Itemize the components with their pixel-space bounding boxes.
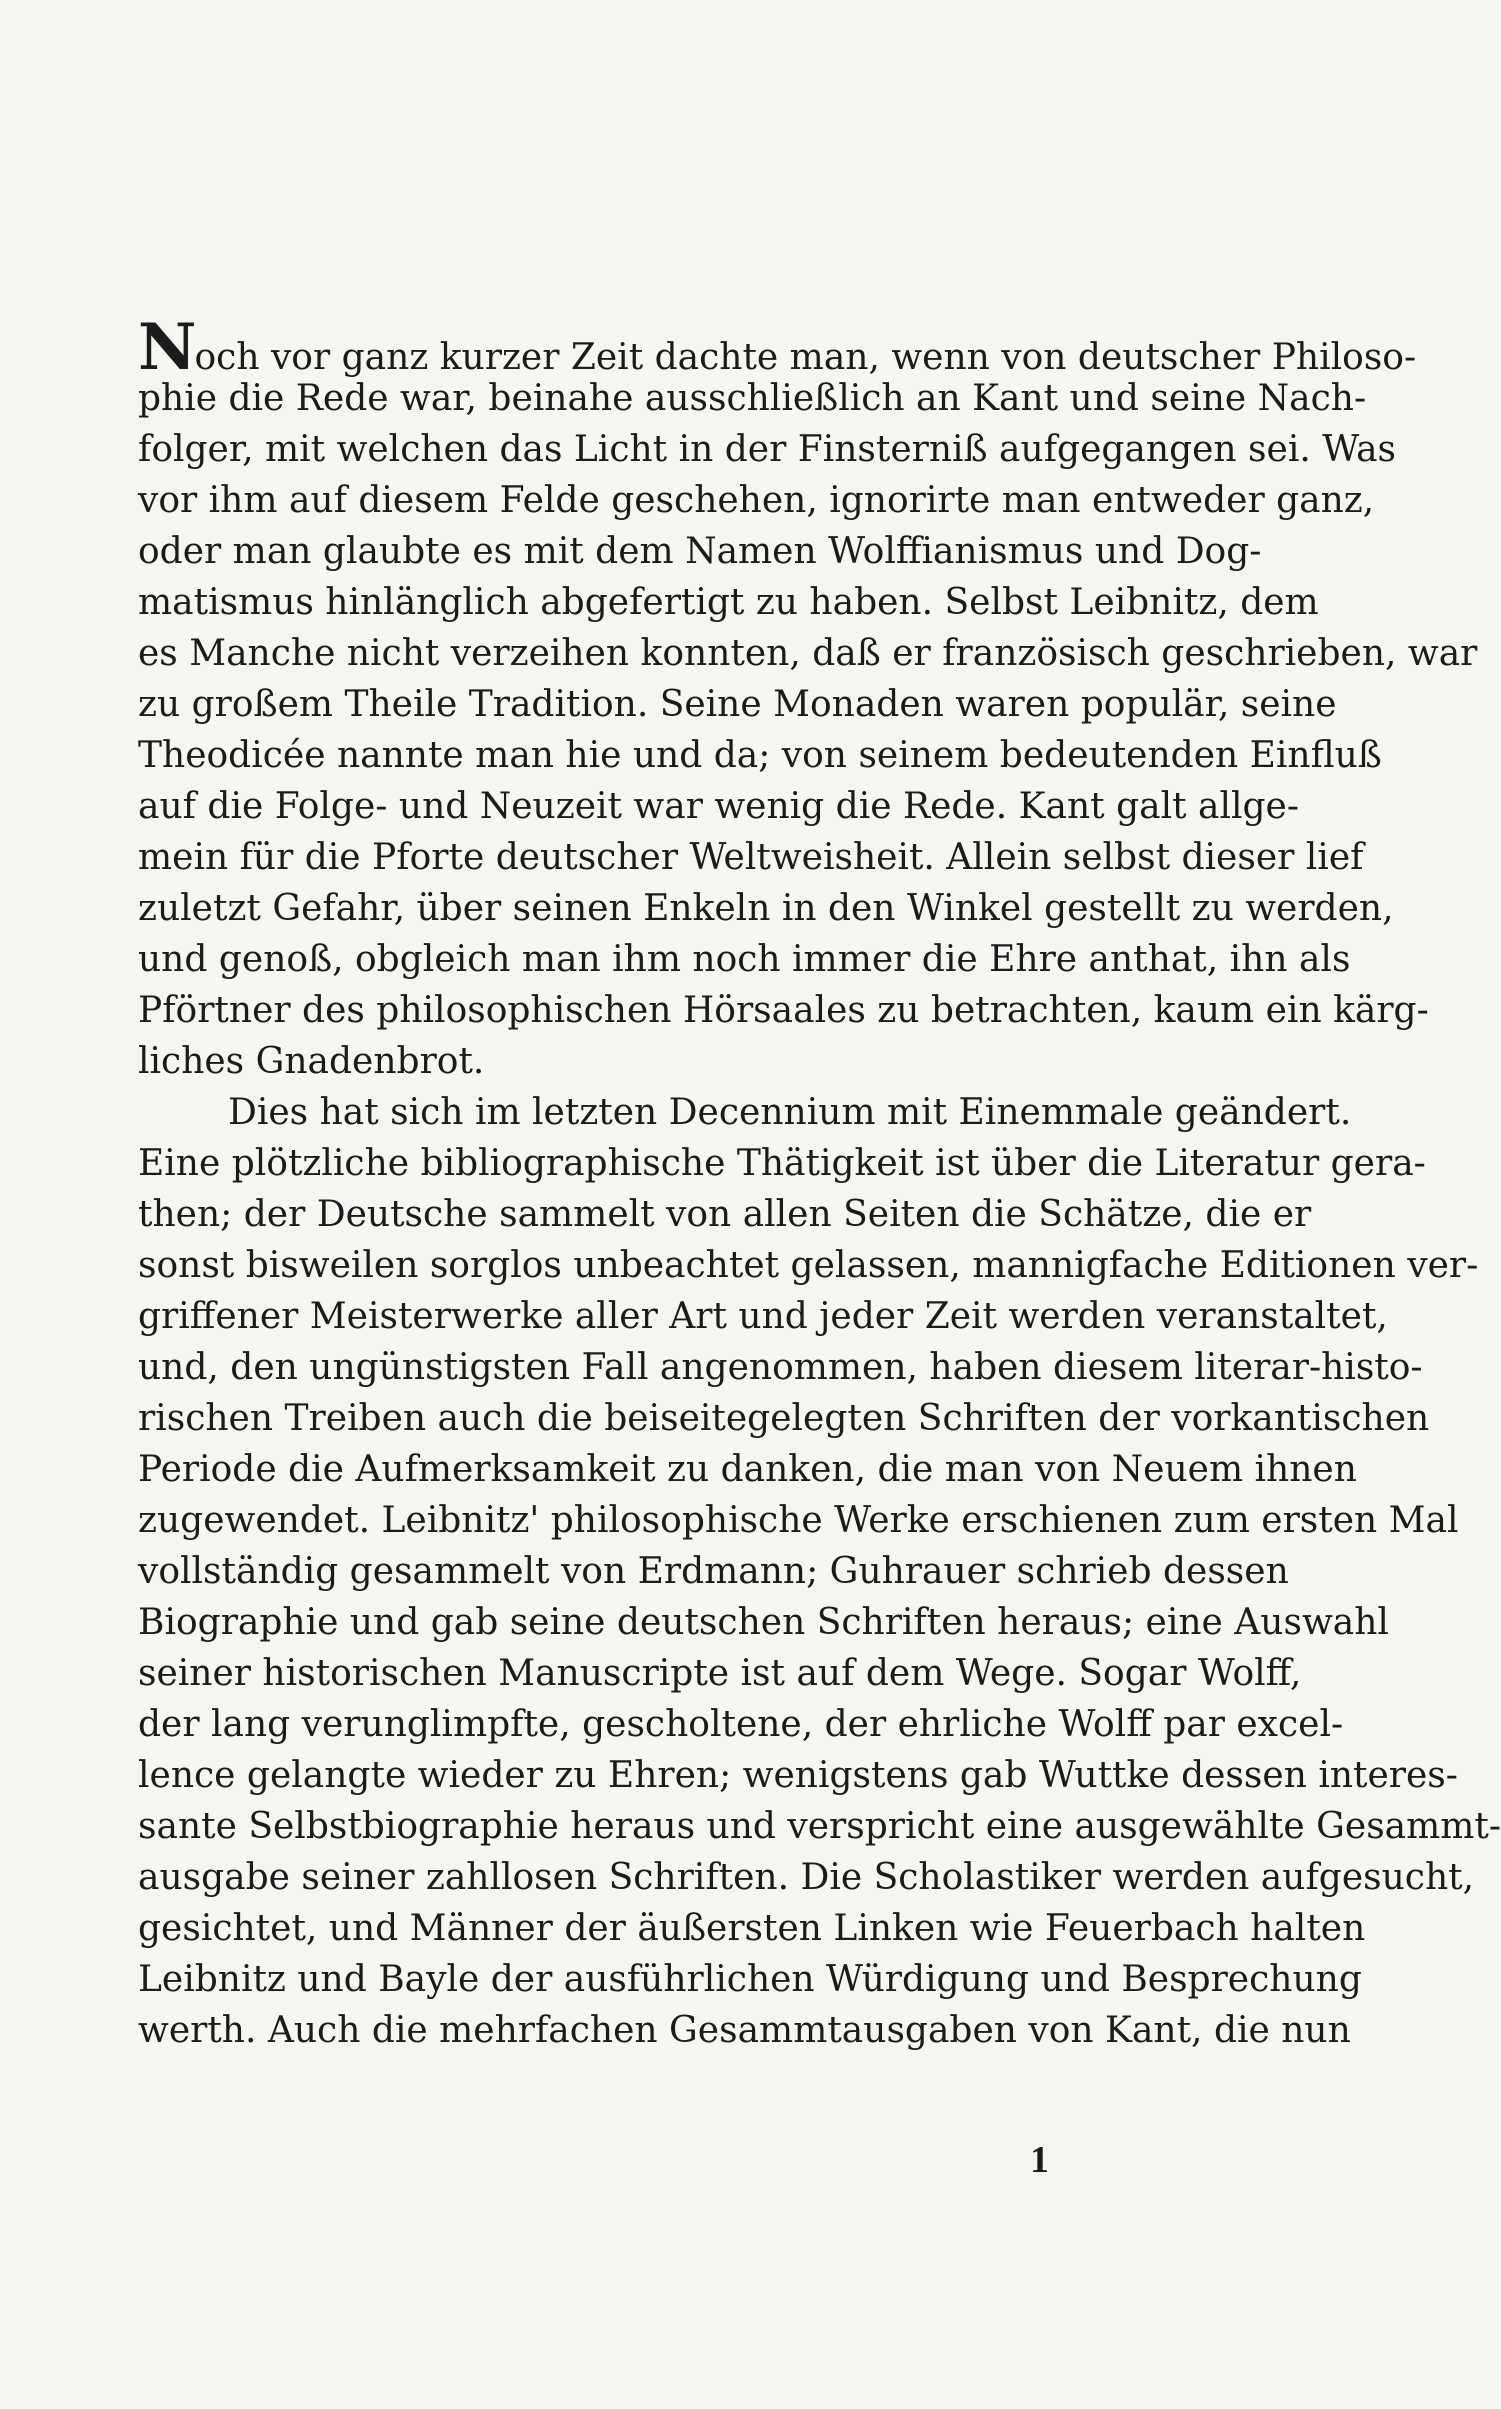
text-line: Eine plötzliche bibliographische Thätigkeit ist über die Literatur gera- [138, 1143, 1426, 1184]
text-line: sonst bisweilen sorglos unbeachtet gelassen, mannigfache Editionen ver- [138, 1245, 1479, 1286]
text-line: Leibnitz und Bayle der ausführlichen Würdigung und Besprechung [138, 1959, 1362, 2000]
text-line: und, den ungünstigsten Fall angenommen, haben diesem literar-histo- [138, 1347, 1423, 1388]
text-line: lence gelangte wieder zu Ehren; wenigstens gab Wuttke dessen interes- [138, 1755, 1458, 1796]
text-line: phie die Rede war, beinahe ausschließlich an Kant und seine Nach- [138, 378, 1367, 419]
text-line: zugewendet. Leibnitz' philosophische Werke erschienen zum ersten Mal [138, 1500, 1459, 1541]
text-line-1-rest: och vor ganz kurzer Zeit dachte man, wenn von deutscher Philoso- [194, 337, 1417, 378]
text-line: auf die Folge- und Neuzeit war wenig die Rede. Kant galt allge- [138, 786, 1299, 827]
text-line: seiner historischen Manuscripte ist auf dem Wege. Sogar Wolff, [138, 1653, 1302, 1694]
text-line: und genoß, obgleich man ihm noch immer die Ehre anthat, ihn als [138, 939, 1351, 980]
text-line: zu großem Theile Tradition. Seine Monaden waren populär, seine [138, 684, 1337, 725]
paragraph-2-first-line: Dies hat sich im letzten Decennium mit Einemmale geändert. [228, 1092, 1352, 1133]
text-line: zuletzt Gefahr, über seinen Enkeln in den Winkel gestellt zu werden, [138, 888, 1394, 929]
text-line: oder man glaubte es mit dem Namen Wolffianismus und Dog- [138, 531, 1262, 572]
text-line: Biographie und gab seine deutschen Schriften heraus; eine Auswahl [138, 1602, 1389, 1643]
text-line: sante Selbstbiographie heraus und verspricht eine ausgewählte Gesammt- [138, 1806, 1501, 1847]
text-line: then; der Deutsche sammelt von allen Seiten die Schätze, die er [138, 1194, 1312, 1235]
text-line: matismus hinlänglich abgefertigt zu haben. Selbst Leibnitz, dem [138, 582, 1319, 623]
text-line: vollständig gesammelt von Erdmann; Guhrauer schrieb dessen [138, 1551, 1289, 1592]
text-line: Theodicée nannte man hie und da; von seinem bedeutenden Einfluß [138, 735, 1382, 776]
body-text [138, 310, 1501, 2056]
text-line: es Manche nicht verzeihen konnten, daß er französisch geschrieben, war [138, 633, 1478, 674]
drop-cap-initial: N [138, 310, 195, 385]
text-line: vor ihm auf diesem Felde geschehen, ignorirte man entweder ganz, [138, 480, 1375, 521]
text-line: liches Gnadenbrot. [138, 1041, 485, 1082]
text-line-1 [138, 310, 1417, 385]
text-line: gesichtet, und Männer der äußersten Linken wie Feuerbach halten [138, 1908, 1366, 1949]
text-line: der lang verunglimpfte, gescholtene, der ehrliche Wolff par excel- [138, 1704, 1344, 1745]
text-line: rischen Treiben auch die beiseitegelegten Schriften der vorkantischen [138, 1398, 1430, 1439]
text-line: Periode die Aufmerksamkeit zu danken, die man von Neuem ihnen [138, 1449, 1357, 1490]
text-line: werth. Auch die mehrfachen Gesammtausgaben von Kant, die nun [138, 2010, 1351, 2051]
text-line: mein für die Pforte deutscher Weltweisheit. Allein selbst dieser lief [138, 837, 1364, 878]
page-number: 1 [1030, 2139, 1049, 2181]
text-line: Pförtner des philosophischen Hörsaales zu betrachten, kaum ein kärg- [138, 990, 1429, 1031]
text-line: ausgabe seiner zahllosen Schriften. Die Scholastiker werden aufgesucht, [138, 1857, 1475, 1898]
text-line: folger, mit welchen das Licht in der Finsterniß aufgegangen sei. Was [138, 429, 1397, 470]
text-line: griffener Meisterwerke aller Art und jeder Zeit werden veranstaltet, [138, 1296, 1388, 1337]
